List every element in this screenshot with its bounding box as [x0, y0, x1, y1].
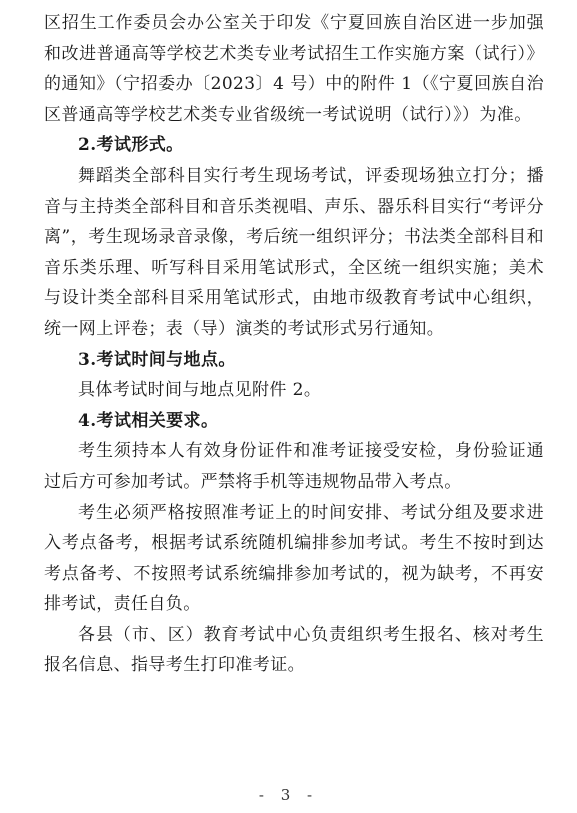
section-heading-exam-format: 2.考试形式。 [78, 135, 184, 156]
paragraph-time-location: 具体考试时间与地点见附件 2。 [78, 380, 322, 401]
paragraph-exam-format: 舞蹈类全部科目实行考生现场考试，评委现场独立打分；播音与主持类全部科目和音乐类视唱、声乐、器乐科目实行“考评分离”，考生现场录音录像，考后统一组织评分；书法类全部科目和音乐类乐理、听写科目采用笔试形式，全区统一组织实施；美术与设计类全部科目采用笔试形式，由地市级教育考试中心组织，统一网上评卷；表（导）演类的考试形式另行通知。 [44, 165, 544, 339]
paragraph-requirement-security: 考生须持本人有效身份证件和准考证接受安检，身份验证通过后方可参加考试。严禁将手机等违规物品带入考点。 [44, 441, 544, 492]
section-heading-requirements: 4.考试相关要求。 [78, 410, 219, 431]
section-heading-time-location: 3.考试时间与地点。 [78, 349, 236, 370]
paragraph-continuation: 区招生工作委员会办公室关于印发《宁夏回族自治区进一步加强和改进普通高等学校艺术类专业考试招生工作实施方案（试行）》的通知》（宁招委办〔2023〕4 号）中的附件 1（《宁夏回族自治区普通高等学校艺术类专业省级统一考试说明（试行）》）为准。 [44, 13, 544, 125]
paragraph-requirement-schedule: 考生必须严格按照准考证上的时间安排、考试分组及要求进入考点备考，根据考试系统随机编排参加考试。考生不按时到达考点备考、不按照考试系统编排参加考试的，视为缺考，不再安排考试，责任自负。 [44, 502, 544, 615]
document-body [44, 8, 544, 681]
paragraph-requirement-registration: 各县（市、区）教育考试中心负责组织考生报名、核对考生报名信息、指导考生打印准考证。 [44, 624, 544, 676]
page-number: - 3 - [258, 786, 319, 804]
